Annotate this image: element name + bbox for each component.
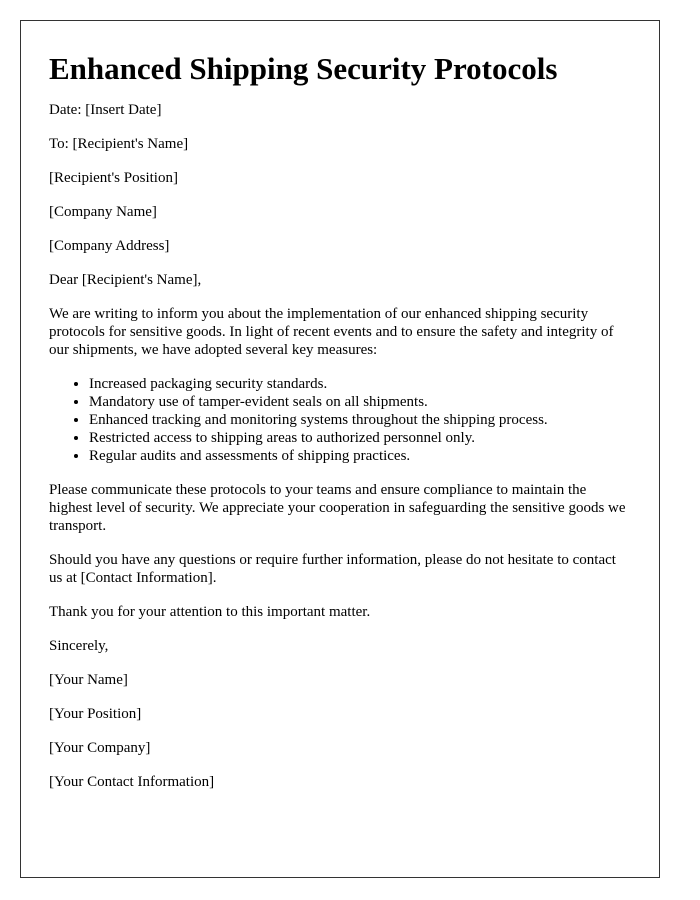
letter-page bbox=[20, 20, 660, 878]
company-address: [Company Address] bbox=[49, 238, 170, 254]
communicate-paragraph: Please communicate these protocols to your teams and ensure compliance to maintain the highest level of security. We appreciate your cooperation in safeguarding the sensitive goods we transport. bbox=[49, 482, 626, 534]
sender-contact: [Your Contact Information] bbox=[49, 774, 215, 790]
thanks-paragraph: Thank you for your attention to this important matter. bbox=[49, 604, 371, 620]
closing: Sincerely, bbox=[49, 638, 109, 654]
sender-company: [Your Company] bbox=[49, 740, 151, 756]
salutation: Dear [Recipient's Name], bbox=[49, 272, 202, 288]
sender-name: [Your Name] bbox=[49, 672, 128, 688]
company-name: [Company Name] bbox=[49, 204, 157, 220]
list-item: • Increased packaging security standards. bbox=[89, 375, 631, 393]
recipient-position: [Recipient's Position] bbox=[49, 170, 178, 186]
date-line: Date: [Insert Date] bbox=[49, 102, 162, 118]
letter-title: Enhanced Shipping Security Protocols bbox=[49, 51, 558, 86]
list-item: • Mandatory use of tamper-evident seals on all shipments. bbox=[89, 393, 631, 411]
measures-list bbox=[49, 375, 631, 465]
recipient-name-line: To: [Recipient's Name] bbox=[49, 136, 189, 152]
sender-position: [Your Position] bbox=[49, 706, 142, 722]
list-item: • Restricted access to shipping areas to authorized personnel only. bbox=[89, 429, 631, 447]
list-item: • Enhanced tracking and monitoring systems throughout the shipping process. bbox=[89, 411, 631, 429]
intro-paragraph: We are writing to inform you about the implementation of our enhanced shipping security protocols for sensitive goods. In light of recent events and to ensure the safety and integrity of our shipments, we have adopted several key measures: bbox=[49, 306, 614, 358]
questions-paragraph: Should you have any questions or require further information, please do not hesitate to contact us at [Contact Information]. bbox=[49, 552, 616, 586]
list-item: • Regular audits and assessments of shipping practices. bbox=[89, 447, 631, 465]
